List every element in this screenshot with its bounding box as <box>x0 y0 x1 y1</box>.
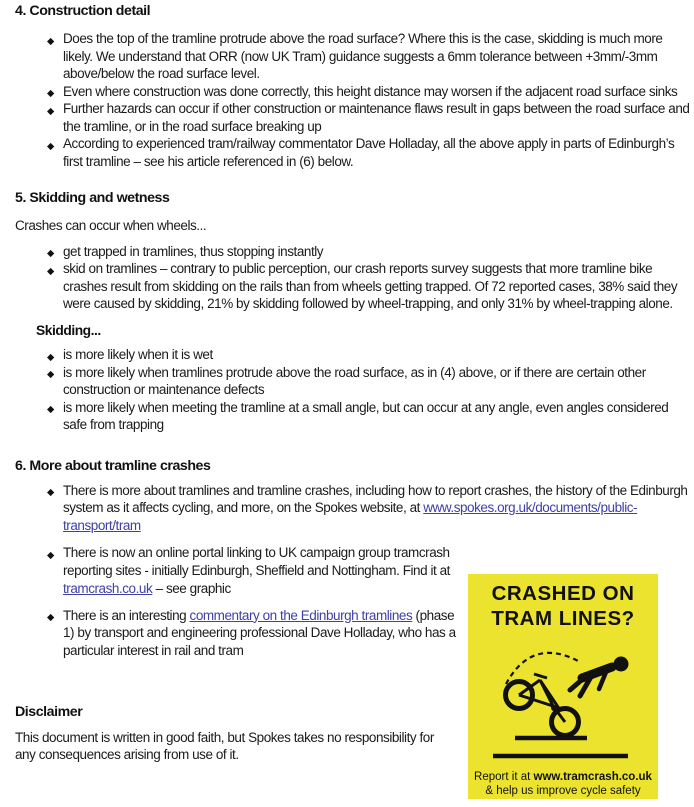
list-item <box>47 399 692 434</box>
bullet-text: There is an interesting <box>63 607 190 623</box>
section-4-heading: 4. Construction detail <box>15 3 151 19</box>
list-item <box>47 135 692 170</box>
bullet-text: Further hazards can occur if other construction or maintenance flaws result in gaps between the road surface and the tramline, or in the road surface breaking up <box>63 101 690 134</box>
tramcrash-poster <box>468 574 658 799</box>
disclaimer-heading: Disclaimer <box>15 703 83 720</box>
list-item <box>47 364 692 399</box>
diamond-bullet-icon: ◆ <box>47 549 55 561</box>
poster-report-prefix: Report it at <box>474 771 534 783</box>
list-item <box>47 544 462 597</box>
poster-title <box>468 574 658 631</box>
list-item <box>47 346 692 364</box>
diamond-bullet-icon: ◆ <box>47 487 55 498</box>
poster-title-line2: TRAM LINES? <box>491 607 635 630</box>
bullet-text: There is more about tramlines and tramline crashes, including how to report crashes, the history of the Edinburgh system as it affects cycling, and more, on the Spokes website, at <box>63 482 688 516</box>
diamond-bullet-icon: ◆ <box>47 88 55 99</box>
section-5-list <box>15 243 692 313</box>
section-5-intro: Crashes can occur when wheels... <box>15 218 207 233</box>
poster-report-url: www.tramcrash.co.uk <box>533 771 652 783</box>
spokes-tram-link[interactable]: www.spokes.org.uk/documents/public-transport/tram <box>63 500 638 533</box>
poster-report-line <box>468 770 658 784</box>
list-item <box>47 30 692 83</box>
skidding-list <box>15 346 692 434</box>
diamond-bullet-icon: ◆ <box>47 248 55 259</box>
diamond-bullet-icon: ◆ <box>47 404 55 415</box>
diamond-bullet-icon: ◆ <box>47 351 55 363</box>
tramcrash-link[interactable]: tramcrash.co.uk <box>63 580 153 596</box>
list-item <box>47 607 462 660</box>
poster-tagline: & help us improve cycle safety <box>485 785 641 797</box>
disclaimer-text: This document is written in good faith, but Spokes takes no responsibility for any consequences arising from use of it. <box>15 729 434 763</box>
poster-title-line1: CRASHED ON <box>491 582 635 605</box>
bullet-text: Even where construction was done correctly, this height distance may worsen if the adjacent road surface sinks <box>63 83 678 99</box>
bullet-text: is more likely when meeting the tramline at a small angle, but can occur at any angle, even angles considered safe from trapping <box>63 399 669 432</box>
list-item <box>47 100 692 135</box>
diamond-bullet-icon: ◆ <box>47 105 55 117</box>
bullet-text: is more likely when it is wet <box>63 347 213 362</box>
bullet-text: skid on tramlines – contrary to public perception, our crash reports survey suggests that more tramline bike crashes result from skidding on the rails than from wheels getting trapped. Of 72 reported cases, 38% said they were caused by skidding, 21% by skidding followed by wheel-trapping, and only 31% by wheel-trapping alone. <box>63 261 678 311</box>
bullet-text: – see graphic <box>152 580 231 596</box>
cyclist-crash-icon <box>468 632 658 770</box>
list-item <box>47 83 692 101</box>
bullet-text: There is now an online portal linking to UK campaign group tramcrash reporting sites - initially Edinburgh, Sheffield and Nottingham. Find it at <box>63 545 450 578</box>
bullet-text: Does the top of the tramline protrude above the road surface? Where this is the case, skidding is much more likely. We understand that ORR (now UK Tram) guidance suggests a 6mm tolerance between +3mm/-3mm above/below the road surface level. <box>63 31 663 81</box>
diamond-bullet-icon: ◆ <box>47 35 55 47</box>
bullet-text: According to experienced tram/railway commentator Dave Holladay, all the above apply in parts of Edinburgh’s first tramline – see his article referenced in (6) below. <box>63 136 675 169</box>
diamond-bullet-icon: ◆ <box>47 265 55 277</box>
section-5-heading: 5. Skidding and wetness <box>15 190 170 206</box>
list-item <box>47 260 692 313</box>
bullet-text: is more likely when tramlines protrude above the road surface, as in (4) above, or if there are certain other construction or maintenance defects <box>63 364 646 397</box>
list-item <box>47 482 692 535</box>
commentary-link[interactable]: commentary on the Edinburgh tramlines <box>189 607 413 623</box>
section-4-list <box>15 30 692 170</box>
diamond-bullet-icon: ◆ <box>47 369 55 380</box>
section-6-heading: 6. More about tramline crashes <box>15 457 211 474</box>
diamond-bullet-icon: ◆ <box>47 140 55 152</box>
bullet-text: (phase 1) by transport and engineering professional Dave Holladay, who has a particular interest in rail and tram <box>63 607 456 659</box>
skidding-subheading: Skidding... <box>36 322 101 338</box>
diamond-bullet-icon: ◆ <box>47 612 55 624</box>
bullet-text: get trapped in tramlines, thus stopping instantly <box>63 243 324 259</box>
list-item <box>47 243 692 261</box>
